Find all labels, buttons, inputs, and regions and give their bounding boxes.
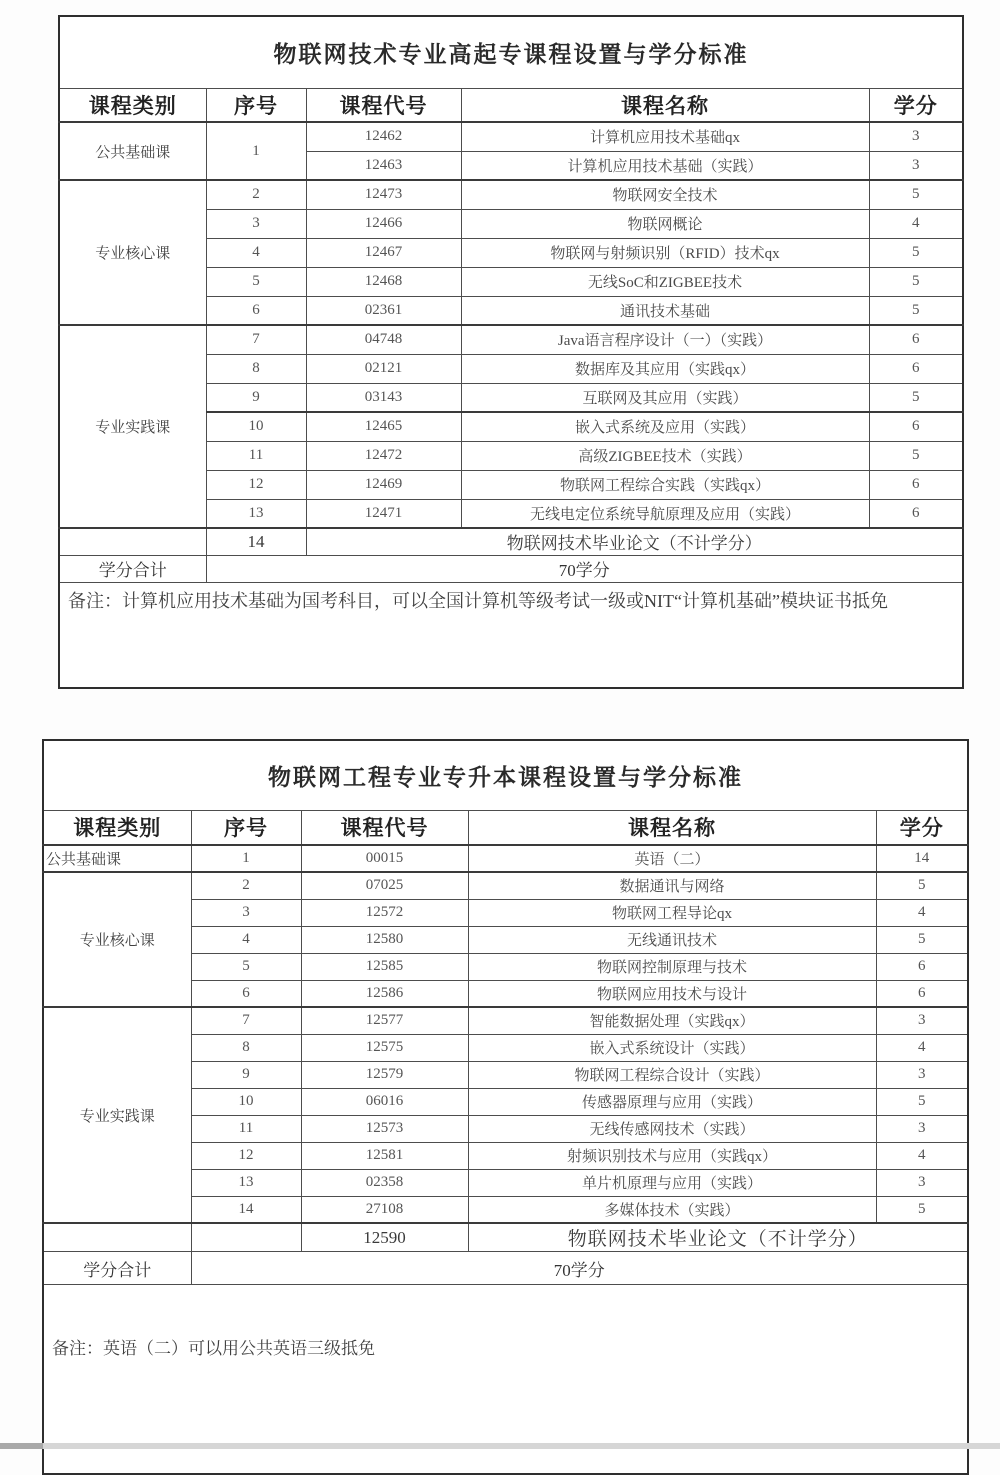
credit-cell: 5 xyxy=(876,926,968,953)
table1-title: 物联网技术专业高起专课程设置与学分标准 xyxy=(59,16,963,88)
total-value: 70学分 xyxy=(206,555,963,582)
credit-cell: 6 xyxy=(869,412,963,441)
thesis-row xyxy=(59,528,963,555)
name-cell: 物联网工程综合实践（实践qx） xyxy=(461,470,869,499)
name-cell: 计算机应用技术基础（实践） xyxy=(461,151,869,180)
credit-cell: 6 xyxy=(876,953,968,980)
credit-cell: 6 xyxy=(876,980,968,1007)
seq-cell: 4 xyxy=(206,238,306,267)
seq-cell: 8 xyxy=(191,1034,301,1061)
col-header-seq: 序号 xyxy=(206,88,306,122)
category-cell: 专业实践课 xyxy=(59,325,206,528)
seq-cell: 1 xyxy=(206,122,306,180)
seq-cell: 3 xyxy=(191,899,301,926)
name-cell: 高级ZIGBEE技术（实践） xyxy=(461,441,869,470)
credit-cell: 4 xyxy=(876,1142,968,1169)
credit-cell: 5 xyxy=(876,1196,968,1223)
credit-cell: 5 xyxy=(876,872,968,899)
name-cell: 嵌入式系统及应用（实践） xyxy=(461,412,869,441)
code-cell: 02361 xyxy=(306,296,461,325)
col-header-code: 课程代号 xyxy=(306,88,461,122)
code-cell: 12585 xyxy=(301,953,468,980)
credit-cell: 6 xyxy=(869,499,963,528)
credit-cell: 6 xyxy=(869,354,963,383)
course-table-zhuanshengben xyxy=(42,739,969,1475)
seq-cell: 11 xyxy=(206,441,306,470)
code-cell: 12572 xyxy=(301,899,468,926)
seq-cell: 12 xyxy=(206,470,306,499)
name-cell: 传感器原理与应用（实践） xyxy=(468,1088,876,1115)
name-cell: 无线通讯技术 xyxy=(468,926,876,953)
seq-cell: 14 xyxy=(191,1196,301,1223)
code-cell: 12575 xyxy=(301,1034,468,1061)
code-cell: 04748 xyxy=(306,325,461,354)
name-cell: 射频识别技术与应用（实践qx） xyxy=(468,1142,876,1169)
name-cell: 无线传感网技术（实践） xyxy=(468,1115,876,1142)
seq-cell: 9 xyxy=(191,1061,301,1088)
name-cell: Java语言程序设计（一）（实践） xyxy=(461,325,869,354)
code-cell: 12581 xyxy=(301,1142,468,1169)
credit-cell: 6 xyxy=(869,325,963,354)
code-cell: 12462 xyxy=(306,122,461,151)
seq-cell: 7 xyxy=(191,1007,301,1034)
seq-cell: 2 xyxy=(191,872,301,899)
note-row xyxy=(59,582,963,688)
credit-cell: 5 xyxy=(869,441,963,470)
col-header-category: 课程类别 xyxy=(59,88,206,122)
code-cell: 12468 xyxy=(306,267,461,296)
thesis-name-cell: 物联网技术毕业论文（不计学分） xyxy=(468,1223,968,1252)
code-cell: 12473 xyxy=(306,180,461,209)
credit-cell: 5 xyxy=(869,238,963,267)
code-cell: 12586 xyxy=(301,980,468,1007)
credit-cell: 3 xyxy=(876,1115,968,1142)
seq-cell-empty xyxy=(191,1223,301,1252)
code-cell: 12467 xyxy=(306,238,461,267)
credit-cell: 6 xyxy=(869,470,963,499)
name-cell: 物联网应用技术与设计 xyxy=(468,980,876,1007)
name-cell: 智能数据处理（实践qx） xyxy=(468,1007,876,1034)
credit-cell: 5 xyxy=(869,383,963,412)
scan-artifact-bar-dark xyxy=(0,1443,43,1449)
code-cell: 12590 xyxy=(301,1223,468,1252)
credit-cell: 3 xyxy=(876,1007,968,1034)
seq-cell: 2 xyxy=(206,180,306,209)
name-cell: 计算机应用技术基础qx xyxy=(461,122,869,151)
total-label: 学分合计 xyxy=(43,1252,191,1285)
seq-cell: 8 xyxy=(206,354,306,383)
name-cell: 互联网及其应用（实践） xyxy=(461,383,869,412)
category-cell: 公共基础课 xyxy=(43,845,191,872)
name-cell: 多媒体技术（实践） xyxy=(468,1196,876,1223)
code-cell: 00015 xyxy=(301,845,468,872)
name-cell: 无线电定位系统导航原理及应用（实践） xyxy=(461,499,869,528)
seq-cell: 9 xyxy=(206,383,306,412)
credit-cell: 4 xyxy=(876,1034,968,1061)
credit-cell: 5 xyxy=(876,1088,968,1115)
table-row xyxy=(59,122,963,151)
name-cell: 物联网与射频识别（RFID）技术qx xyxy=(461,238,869,267)
name-cell: 单片机原理与应用（实践） xyxy=(468,1169,876,1196)
code-cell: 12580 xyxy=(301,926,468,953)
note-text: 备注：英语（二）可以用公共英语三级抵免 xyxy=(43,1285,968,1475)
name-cell: 数据库及其应用（实践qx） xyxy=(461,354,869,383)
code-cell: 02358 xyxy=(301,1169,468,1196)
thesis-row xyxy=(43,1223,968,1252)
table-row xyxy=(59,325,963,354)
code-cell: 07025 xyxy=(301,872,468,899)
credit-cell: 14 xyxy=(876,845,968,872)
category-cell: 公共基础课 xyxy=(59,122,206,180)
category-cell: 专业核心课 xyxy=(43,872,191,1007)
credit-cell: 3 xyxy=(869,122,963,151)
col-header-code: 课程代号 xyxy=(301,810,468,845)
name-cell: 无线SoC和ZIGBEE技术 xyxy=(461,267,869,296)
table2-header-row xyxy=(43,810,968,845)
total-value: 70学分 xyxy=(191,1252,968,1285)
name-cell: 英语（二） xyxy=(468,845,876,872)
total-label: 学分合计 xyxy=(59,555,206,582)
col-header-seq: 序号 xyxy=(191,810,301,845)
seq-cell: 10 xyxy=(191,1088,301,1115)
col-header-name: 课程名称 xyxy=(468,810,876,845)
seq-cell: 1 xyxy=(191,845,301,872)
credit-cell: 4 xyxy=(876,899,968,926)
code-cell: 12577 xyxy=(301,1007,468,1034)
code-cell: 03143 xyxy=(306,383,461,412)
code-cell: 12472 xyxy=(306,441,461,470)
name-cell: 物联网工程综合设计（实践） xyxy=(468,1061,876,1088)
category-cell-empty xyxy=(43,1223,191,1252)
table2-title: 物联网工程专业专升本课程设置与学分标准 xyxy=(43,740,968,810)
name-cell: 物联网工程导论qx xyxy=(468,899,876,926)
code-cell: 12471 xyxy=(306,499,461,528)
col-header-name: 课程名称 xyxy=(461,88,869,122)
seq-cell: 3 xyxy=(206,209,306,238)
code-cell: 27108 xyxy=(301,1196,468,1223)
name-cell: 数据通讯与网络 xyxy=(468,872,876,899)
name-cell: 物联网安全技术 xyxy=(461,180,869,209)
credit-cell: 4 xyxy=(869,209,963,238)
seq-cell: 4 xyxy=(191,926,301,953)
code-cell: 12469 xyxy=(306,470,461,499)
name-cell: 物联网控制原理与技术 xyxy=(468,953,876,980)
code-cell: 02121 xyxy=(306,354,461,383)
code-cell: 12463 xyxy=(306,151,461,180)
category-cell: 专业核心课 xyxy=(59,180,206,325)
code-cell: 12573 xyxy=(301,1115,468,1142)
code-cell: 06016 xyxy=(301,1088,468,1115)
credit-cell: 3 xyxy=(869,151,963,180)
seq-cell: 7 xyxy=(206,325,306,354)
credit-cell: 5 xyxy=(869,296,963,325)
name-cell: 嵌入式系统设计（实践） xyxy=(468,1034,876,1061)
table-row xyxy=(43,845,968,872)
code-cell: 12466 xyxy=(306,209,461,238)
category-cell: 专业实践课 xyxy=(43,1007,191,1223)
seq-cell: 13 xyxy=(206,499,306,528)
col-header-credit: 学分 xyxy=(869,88,963,122)
table1-title-row xyxy=(59,16,963,88)
col-header-category: 课程类别 xyxy=(43,810,191,845)
seq-cell: 5 xyxy=(206,267,306,296)
thesis-name-cell: 物联网技术毕业论文（不计学分） xyxy=(306,528,963,555)
table-row xyxy=(43,872,968,899)
name-cell: 通讯技术基础 xyxy=(461,296,869,325)
seq-cell: 10 xyxy=(206,412,306,441)
total-row xyxy=(43,1252,968,1285)
credit-cell: 5 xyxy=(869,180,963,209)
seq-cell: 12 xyxy=(191,1142,301,1169)
category-cell-empty xyxy=(59,528,206,555)
scan-artifact-bar xyxy=(0,1443,1000,1449)
credit-cell: 5 xyxy=(869,267,963,296)
col-header-credit: 学分 xyxy=(876,810,968,845)
credit-cell: 3 xyxy=(876,1061,968,1088)
table-row xyxy=(59,180,963,209)
seq-cell: 6 xyxy=(191,980,301,1007)
seq-cell: 6 xyxy=(206,296,306,325)
credit-cell: 3 xyxy=(876,1169,968,1196)
course-table-gaoqizhuan xyxy=(58,15,964,689)
note-text: 备注：计算机应用技术基础为国考科目，可以全国计算机等级考试一级或NIT“计算机基础”模块证书抵免 xyxy=(59,582,963,688)
seq-cell: 11 xyxy=(191,1115,301,1142)
total-row xyxy=(59,555,963,582)
seq-cell: 14 xyxy=(206,528,306,555)
code-cell: 12465 xyxy=(306,412,461,441)
table2-title-row xyxy=(43,740,968,810)
name-cell: 物联网概论 xyxy=(461,209,869,238)
table-row xyxy=(43,1007,968,1034)
table1-header-row xyxy=(59,88,963,122)
code-cell: 12579 xyxy=(301,1061,468,1088)
seq-cell: 5 xyxy=(191,953,301,980)
seq-cell: 13 xyxy=(191,1169,301,1196)
